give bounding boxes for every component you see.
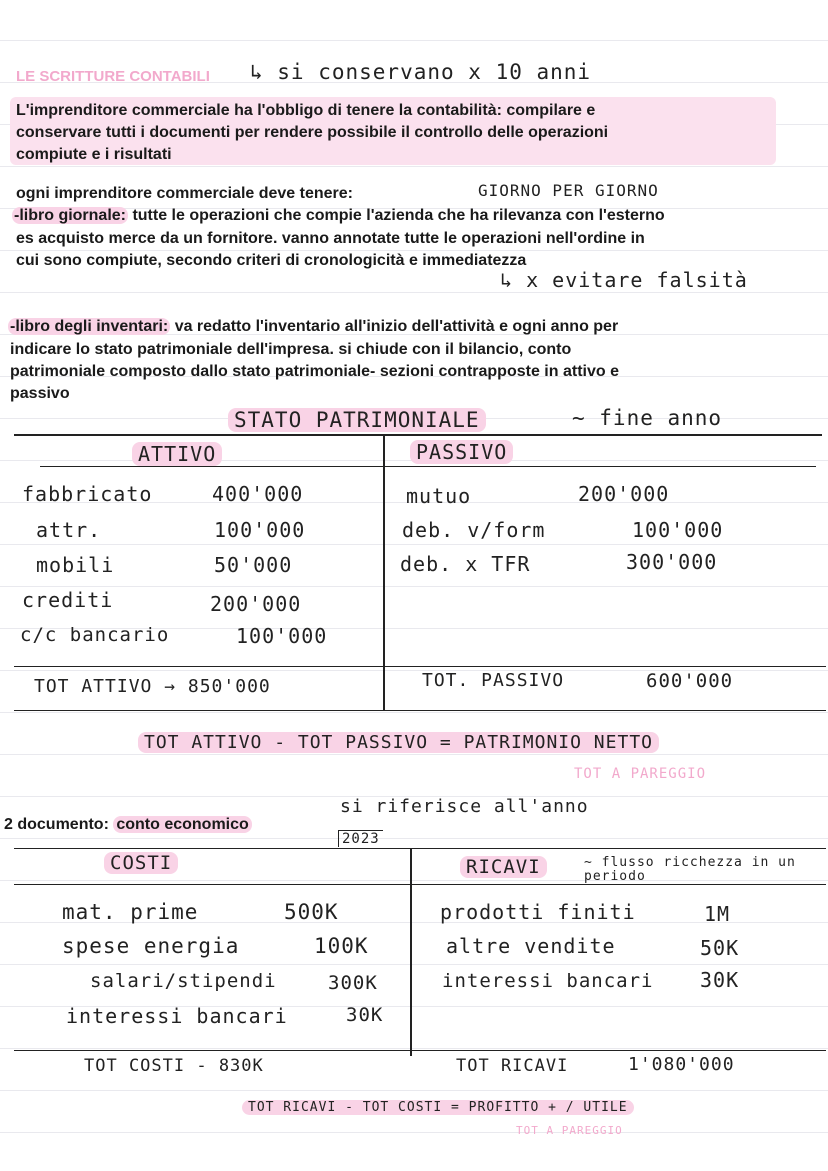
libro-giornale-label: -libro giornale: (14, 207, 126, 224)
attivo-item-value: 100'000 (214, 518, 306, 542)
stato-patrimoniale-note: ~ fine anno (572, 406, 723, 430)
passivo-item-value: 100'000 (632, 518, 724, 542)
giornale-line-2 (12, 205, 665, 226)
giornale-line-4: cui sono compiute, secondo criteri di cronologicità e immediatezza (16, 252, 527, 269)
ce-header-line (14, 884, 826, 885)
libro-inventari-label: -libro degli inventari: (10, 318, 169, 335)
attivo-item-label: c/c bancario (20, 624, 170, 646)
tot-ricavi-label: TOT RICAVI (456, 1056, 569, 1076)
conto-economico-label (4, 814, 252, 835)
giornale-note-1: GIORNO PER GIORNO (478, 181, 659, 200)
sp-total-line (14, 666, 826, 667)
tot-passivo-label: TOT. PASSIVO (422, 670, 565, 691)
intro-line-3: compiute e i risultati (16, 146, 172, 163)
patrimonio-netto-formula: TOT ATTIVO - TOT PASSIVO = PATRIMONIO NETTO (138, 732, 659, 753)
attivo-item-value: 200'000 (210, 592, 302, 616)
title-note: ↳ si conservano x 10 anni (250, 60, 592, 84)
ricavi-item-label: interessi bancari (442, 970, 654, 992)
ricavi-item-value: 30K (700, 968, 740, 992)
tot-passivo-value: 600'000 (646, 670, 734, 692)
conto-economico-title: conto economico (113, 816, 251, 833)
attivo-item-value: 100'000 (236, 624, 328, 648)
attivo-item-label: crediti (22, 588, 114, 612)
inventari-line-1-rest: va redatto l'inventario all'inizio dell'attività e ogni anno per (174, 318, 619, 335)
ricavi-item-value: 1M (704, 902, 731, 926)
ce-total-line (14, 1050, 826, 1051)
attivo-item-label: attr. (36, 518, 102, 542)
sp-header-line (40, 466, 816, 467)
costi-item-value: 30K (346, 1004, 384, 1026)
giornale-line-2-rest: tutte le operazioni che compie l'azienda che ha rilevanza con l'esterno (132, 207, 665, 224)
ricavi-note: ~ flusso ricchezza in un periodo (584, 855, 796, 884)
inventari-line-3: patrimoniale composto dallo stato patrimoniale- sezioni contrapposte in attivo e (10, 363, 619, 380)
passivo-item-label: deb. v/form (402, 518, 546, 542)
sp-top-line (14, 434, 822, 436)
passivo-header: PASSIVO (410, 440, 513, 464)
intro-line-2: conservare tutti i documenti per rendere possibile il controllo delle operazioni (16, 124, 609, 141)
ce-divider (410, 848, 412, 1056)
costi-item-label: mat. prime (62, 900, 199, 924)
passivo-item-value: 300'000 (626, 550, 718, 574)
inventari-line-4: passivo (10, 385, 70, 402)
sp-pareggio: TOT A PAREGGIO (574, 766, 707, 782)
costi-item-value: 300K (328, 972, 378, 994)
inventari-line-2: indicare lo stato patrimoniale dell'impresa. si chiude con il bilancio, conto (10, 341, 572, 358)
documento-number: 2 documento: (4, 816, 109, 833)
costi-item-value: 500K (284, 900, 339, 924)
passivo-item-label: mutuo (406, 484, 472, 508)
costi-item-label: interessi bancari (66, 1004, 288, 1028)
section-title: LE SCRITTURE CONTABILI (16, 68, 210, 85)
costi-item-value: 100K (314, 934, 369, 958)
giornale-note-2: ↳ x evitare falsità (500, 268, 748, 292)
passivo-item-value: 200'000 (578, 482, 670, 506)
attivo-header: ATTIVO (132, 442, 222, 466)
costi-item-label: salari/stipendi (90, 970, 277, 992)
ce-note: si riferisce all'anno (340, 796, 589, 817)
sp-divider (383, 434, 385, 710)
ce-top-line (14, 848, 826, 849)
tot-ricavi-value: 1'080'000 (628, 1054, 735, 1075)
giornale-line-3: es acquisto merce da un fornitore. vanno annotate tutte le operazioni nell'ordine in (16, 230, 645, 247)
ce-year: 2023 (338, 830, 383, 847)
ricavi-item-label: prodotti finiti (440, 900, 636, 924)
sp-bottom-line (14, 710, 826, 711)
costi-header: COSTI (104, 852, 178, 874)
inventari-line-1 (8, 316, 618, 337)
attivo-item-value: 400'000 (212, 482, 304, 506)
ricavi-item-label: altre vendite (446, 934, 616, 958)
attivo-item-label: mobili (36, 553, 115, 577)
ricavi-header: RICAVI (460, 856, 547, 878)
profitto-formula: TOT RICAVI - TOT COSTI = PROFITTO + / UTILE (242, 1100, 634, 1115)
intro-line-1: L'imprenditore commerciale ha l'obbligo di tenere la contabilità: compilare e (16, 102, 596, 119)
giornale-line-1: ogni imprenditore commerciale deve tenere: (16, 185, 353, 202)
costi-item-label: spese energia (62, 934, 240, 958)
passivo-item-label: deb. x TFR (400, 552, 531, 576)
attivo-item-label: fabbricato (22, 482, 153, 506)
attivo-item-value: 50'000 (214, 553, 293, 577)
tot-attivo: TOT ATTIVO → 850'000 (34, 676, 271, 697)
ce-pareggio: TOT A PAREGGIO (516, 1124, 623, 1137)
ricavi-item-value: 50K (700, 936, 740, 960)
tot-costi: TOT COSTI - 830K (84, 1056, 264, 1076)
stato-patrimoniale-title: STATO PATRIMONIALE (228, 408, 486, 432)
